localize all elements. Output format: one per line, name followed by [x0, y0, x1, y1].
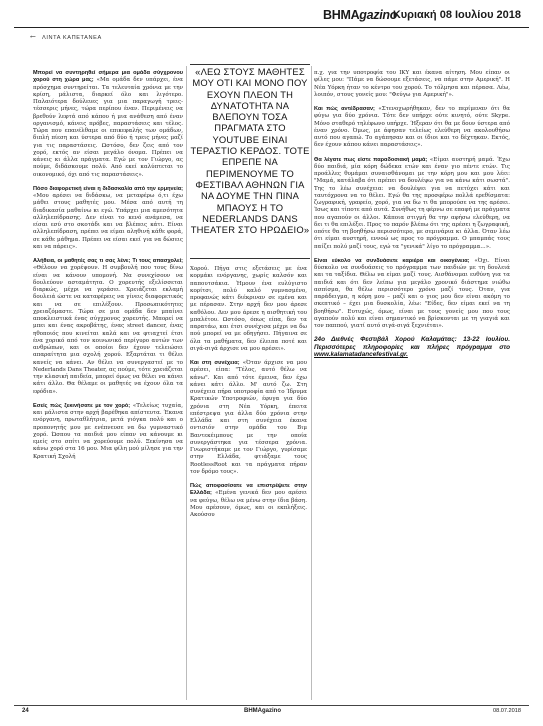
interview-paragraph [314, 106, 510, 150]
article-column-3 [314, 70, 510, 359]
interview-paragraph [314, 258, 510, 331]
interview-paragraph [33, 403, 183, 461]
interview-paragraph [33, 186, 183, 251]
interview-answer: «Εμένα γενικά δεν μου αρέσει να φεύγω, θέλω να μένω στην ίδια βάση. Μου αρέσουν, όμως, και οι εκπλήξεις. Ακούσου [190, 490, 307, 518]
footer-brand: ΒΗΜΑgazino [244, 708, 281, 714]
interview-question: Θα λέγατε πως είστε παραδοσιακή μαμά; [314, 156, 428, 163]
article-column-2 [190, 266, 307, 519]
masthead [0, 8, 543, 24]
page-number: 24 [22, 708, 29, 714]
paragraph-gap [190, 353, 307, 360]
festival-website-link[interactable]: www.kalamatadancefestival.gr. [314, 351, 408, 359]
header-rule [14, 27, 529, 28]
festival-info-text: 24ο Διεθνές Φεστιβάλ Χορού Καλαμάτας: 13-22 Ιουλίου. Περισσότερες πληροφορίες και πλήρες πρόγραμμα στο [314, 336, 510, 351]
interview-answer: Χορού. Πήγα στις εξετάσεις με ένα κορμάκι ενόργανης, χωρίς καλσόν και παπουτσάκια. Ήμουν ένα ευλύγιστο κορίτσι, πολύ καλό γυμνασμένο, προφανώς κάτι διέκριναν σε εμένα και με πέρασαν. Στην αρχή δεν μου άρεσε καθόλου. Δεν μου άρεσε η αισθητική του μπαλέτου. Ωστόσο, όπως είπα, δεν τα παρατάω, και έτσι συνέχισα μέχρι να δω πού μπορεί να με οδηγήσει. Πήγαινα σε όλα τα μαθήματα, δεν έλειπα ποτέ και σιγά-σιγά άρχισε να μου αρέσει». [190, 266, 307, 352]
author-byline: ΛΙΝΤΑ ΚΑΠΕΤΑΝΕΑ [42, 35, 102, 41]
pull-quote: «ΛΕΩ ΣΤΟΥΣ ΜΑΘΗΤΕΣ ΜΟΥ ΟΤΙ ΚΑΙ ΜΟΝΟ ΠΟΥ ΕΧΟΥΝ ΠΛΕΟΝ ΤΗ ΔΥΝΑΤΟΤΗΤΑ ΝΑ ΒΛΕΠΟΥΝ ΤΟΣΑ ΠΡΑΓΜΑΤΑ ΣΤΟ YOUTUBE ΕΙΝΑΙ ΤΕΡΑΣΤΙΟ ΚΕΡΔΟΣ. ΤΟΤΕ ΕΠΡΕΠΕ ΝΑ ΠΕΡΙΜΕΝΟΥΜΕ ΤΟ ΦΕΣΤΙΒΑΛ ΑΘΗΝΩΝ ΓΙΑ ΝΑ ΔΟΥΜΕ ΤΗΝ ΠΙΝΑ ΜΠΑΟΥΣ Η ΤΟ NEDERLANDS DANS THEATER ΣΤΟ ΗΡΩΔΕΙΟ» [190, 66, 310, 236]
interview-question: Μπορεί να συντηρηθεί σήμερα μια ομάδα σύγχρονου χορού στη χώρα μας; [33, 70, 183, 84]
footer-rule [14, 705, 529, 706]
footer-date: 08.07.2018 [493, 708, 521, 714]
interview-question: Και πώς αντέδρασαν; [314, 106, 375, 112]
paragraph-gap [33, 251, 183, 258]
interview-paragraph [314, 70, 510, 99]
pull-quote-rule [190, 258, 310, 259]
interview-paragraph [33, 258, 183, 396]
paragraph-gap [314, 99, 510, 106]
pull-quote-rule [190, 64, 310, 65]
interview-answer: «Όχι. Είναι δύσκολο να συνδυάσεις το πρόγραμμα των παιδιών με τη δουλειά και τα ταξίδια. Θέλω να είμαι μαζί τους. Αισθάνομαι ευθύνη για τα παιδιά και ότι δεν λείπω για μεγάλο χρονικό διάστημα νιώθω ασπίσμα, θα θέλω περισσότερο χρόνο μαζί τους. Όταν, για παράδειγμα, η κόρη μου – μαζί και ο γιος μου δεν είναι ακόμη το σκεπτικό – έχει μια δυσκολία, λέω: "Είδες, δεν είμαι εκεί να τη βοηθήσω". Ευτυχώς, όμως, είναι με τους γονείς μου που τους αγαπούν πολύ και είναι σημαντικό να βρίσκονται με τη γιαγιά και τον παππού, γιατί αυτό σιγά-σιγά ξεχνιέται». [314, 257, 511, 329]
interview-answer: «Τελείως τυχαία, και μάλιστα στην αρχή βαρέθηκα απίστευτα. Έκανα ενόργανη, πρωταθλήτρια, μετά γιόγκα πολύ και ο προπονητής μου με ενέπνευσε να δω γυμναστικό χορό. Ώσπου τα παιδιά μου είπαν να κάνουμε κι εμείς στο σπίτι να χορεύουμε πολύ. Ξεκίνησα να κάνω χορό στα 16 μου. Μια φίλη μού μίλησε για την Κρατική Σχολή [33, 402, 184, 460]
interview-answer: «Όταν άρχισε να μου αρέσει, είπα: "Τέλος, αυτό θέλω να κάνω". Και από τότε έμεινα, δεν έχω κάνει κάτι άλλο. Μ' αυτό ζω. Στη συνέχεια πήρα υποτροφία από το Ίδρυμα Κρατικών Υποτροφιών, έφυγα για δύο χρόνια στη Νέα Υόρκη, έπειτα επέστρεψα για άλλα δύο χρόνια στην Ελλάδα και στη συνέχεια έκανα οντισιόν στην ομάδα του Βιμ Βαντεκέιμπους με την οποία συνεργάστηκα για τέσσερα χρόνια. Γνωριστήκαμε με τον Γιώργο, γυρίσαμε στην Ελλάδα, φτιάξαμε τους RootlessRoot και τα πράγματα πήραν τον δρόμο τους». [190, 360, 307, 475]
magazine-brand: ΒΗΜΑgazino [323, 8, 398, 22]
interview-question: Πώς αποφασίσατε να επιστρέψετε στην Ελλάδα; [190, 483, 307, 497]
article-column-1 [33, 70, 183, 461]
column-3-body [314, 70, 510, 330]
interview-answer: «Θέλουν να χορέψουν. Η συμβουλή που τους δίνω είναι να κάνουν υπομονή. Να συνεχίσουν να δουλεύουν ασταμάτητα. Ο χορευτής εξελίσσεται διαρκώς, μέχρι να γεράσει. Χρειάζεται εκλαμή δουλειά ώστε να καταφέρεις να γίνεις διαφορετικός και να σε επιλέξουν. Προσωπικότητες χρειαζόμαστε. Τώρα σε μια ομάδα δεν μπαίνει αποκλειστικά ένας σύγχρονος χορευτής. Μπορεί να μπει και ένας ακροβάτης, ένας street dancer, ένας ηθοποιός που κινείται καλά και να φτιαχτεί έτσι ένα χορικό από τον κοινωνικό περίγυρο αυτών των ανθρώπων, και οι οποίοι δεν έχουν τελειώσει απαραίτητα μια σχολή χορού. Εξαρτάται τι θέλει κανείς να κάνει. Αν θέλει να συνεργαστεί με το Nederlands Dans Theater, ας πούμε, τότε χρειάζεται την κλασική παιδεία, μπορεί όμως να θέλει να κάνει κάτι άλλο. Θα θέλαμε οι μαθητές να έχουν όλα τα εφόδια». [33, 265, 183, 395]
interview-question: Αλήθεια, οι μαθητές σας τι σας λένε; Τι τους απασχολεί; [33, 258, 183, 264]
interview-question: Εσείς πώς ξεκινήσατε με τον χορό; [33, 402, 131, 409]
arrow-left-icon: ← [30, 33, 36, 41]
interview-paragraph [190, 360, 307, 476]
issue-date: Κυριακή 08 Ιουλίου 2018 [392, 9, 521, 21]
interview-answer: «Μου αρέσει να διδάσκω, να μεταφέρω ό,τι έχω μάθει στους μαθητές μου. Μέσα από αυτή τη διαδικασία μαθαίνω κι εγώ. Υπάρχει μια αμεσότητα αλληλεπίδρασης. Δεν είναι το κενό ανάμεσα, να είσαι εσύ στο σκοτάδι και να βλέπεις κάτι. Είναι αλληλεπίδραση, πρέπει να είμαι αληθινή κάθε φορά, σε κάθε μάθημα. Πρέπει να είσαι εκεί για να δώσεις και να πάρεις». [33, 193, 183, 250]
interview-answer: «Μα ομάδα δεν υπάρχει, ένα πρόσχημα συντηρείται. Τα τελευταία χρόνια με την κρίση, μάλιστα, διαρκεί όλο και λιγότερο. Παλαιότερα δούλευες για μια παραγωγή τρεις-τέσσερις μήνες, τώρα περίπου έναν. Περιμένεις να βρεθούν λεφτά από κάπου ή μια ανάθεση από έναν οργανισμό, κάνεις πρόβες, παραστάσεις και τέλος. Τώρα που επανέλθαμε οι επικεφαλής των ομάδων, διπλή πίεση και ύστερα από δύο ή τρεις μήνες μαζί για τις παραστάσεις. Ωστόσο, δεν ζεις από τον χορό, εκτός αν είσαι μεγάλο όνομα. Πρέπει να κάνεις κι άλλα πράγματα. Εγώ με τον Γιώργο, ας πούμε, διδάσκουμε πολύ. Από εκεί καλύπτεται το οικονομικό, όχι από τις παραστάσεις». [33, 77, 184, 178]
interview-question: Πόσο διαφορετική είναι η διδασκαλία από την ερμηνεία; [33, 185, 183, 192]
interview-paragraph [190, 483, 307, 519]
interview-paragraph [314, 157, 510, 251]
interview-paragraph [33, 70, 183, 179]
interview-question: Είναι εύκολο να συνδυάσετε καριέρα και οικογένεια; [314, 257, 470, 264]
column-divider [311, 66, 312, 700]
paragraph-gap [314, 251, 510, 258]
paragraph-gap [33, 396, 183, 403]
festival-info-box [314, 336, 510, 359]
interview-answer: «Είμαι αυστηρή μαμά. Έχω δύο παιδιά, μία κόρη δώδεκα ετών και έναν γιο πέντε ετών. Τις προάλλες θυμάμαι συναισθάνομαι με την κόρη μου και μου λέει: "Μαμά, κατάλαβα ότι πρέπει να δουλέψω για να κάνω κάτι σωστά". Της το λέω συνέχεια: να δουλέψει για να πετύχει κάτι και ταυτόχρονα να το θέλει. Εγώ θα της προσφέρω πολλά ερεθίσματα: ζωγραφική, γραφείο, χορό, για να δω τι θα μπορούσε να της αρέσει. Ίσως και τίποτε από αυτά. Συνήθως τη φέρνω σε επαφή με πράγματα που αγαπούν οι άλλοι. Κάποια στιγμή θα την αφήσω ελεύθερη, να δει τι θα επιλέξει. Προς το παρόν βλέπω ότι της αρέσει η ζωγραφική, οπότε θα τη βοηθήσω περισσότερο, με σεμινάρια κι άλλα. Όταν λέω ότι είμαι αυστηρή, εννοώ ως προς το πρόγραμμα. Ο μπαμπάς τους παίζει πολύ μαζί τους, εγώ τα "γενικά" λίγο το πρόγραμμα...». [314, 156, 511, 250]
paragraph-gap [314, 150, 510, 157]
interview-paragraph [190, 266, 307, 353]
interview-answer: π.χ. για την υποτροφία του ΙΚΥ και έκανα αίτηση. Μου είπαν οι φίλες μου: "Πάμε να δώσουμε εξετάσεις, να πάμε στην Αμερική". Η Νέα Υόρκη ήταν το κέντρο του χορού. Το τόλμησα και πέρασα. Λέω, λοιπόν, στους γονείς μου: "Φεύγω για Αμερική"». [314, 70, 510, 98]
paragraph-gap [190, 476, 307, 483]
paragraph-gap [33, 179, 183, 186]
column-divider [186, 66, 187, 700]
interview-answer: «Στενοχωρήθηκαν, δεν το περίμεναν ότι θα φύγω για δύο χρόνια. Τότε δεν υπήρχε ούτε κινητό, ούτε Skype. Μόνο σταθερό τηλέφωνο υπήρχε. Ήξεραν ότι θα με δουν ύστερα από έναν χρόνο. Όμως, με άφησαν τελείως ελεύθερη να ακολουθήσω αυτό που αγαπώ. Το αγάπησαν και οι ίδιοι και το δέχτηκαν. Εκτός, δεν έχουν κάπου κάνει παραστάσεις». [314, 106, 510, 149]
interview-question: Και στη συνέχεια; [190, 360, 240, 366]
